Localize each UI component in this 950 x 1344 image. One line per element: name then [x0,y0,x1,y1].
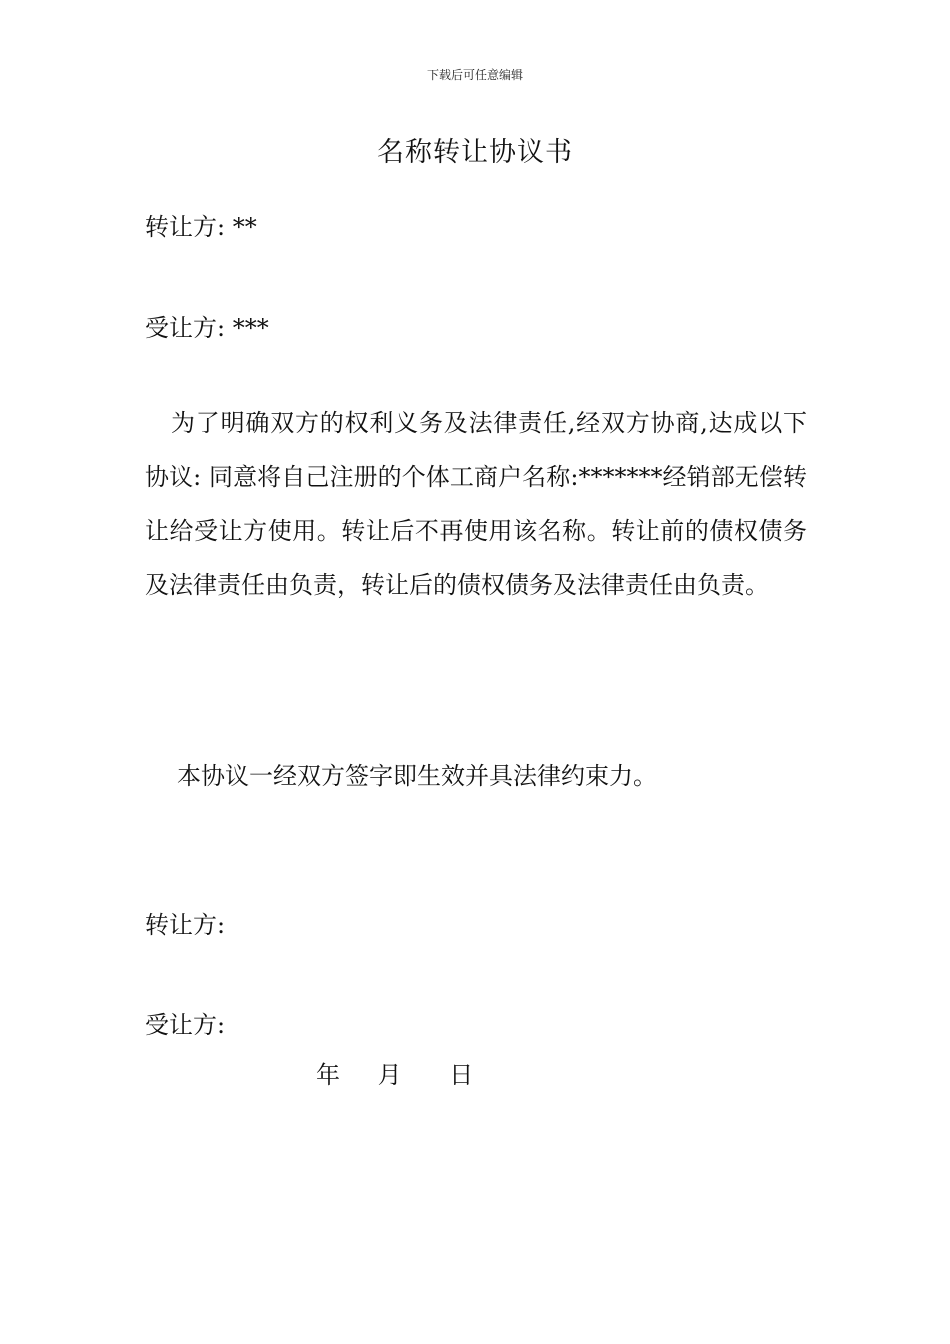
signature-transferee-label: 受让方: [145,1011,226,1039]
date-month-label: 月 [377,1061,402,1089]
date-day-label: 日 [449,1061,474,1089]
header-note: 下载后可任意编辑 [426,68,523,82]
transferor-line: 转让方: ** [145,213,257,241]
effect-clause: 本协议一经双方签字即生效并具法律约束力。 [177,762,657,790]
signature-date-line [316,1055,473,1090]
date-year-label: 年 [316,1061,340,1089]
signature-transferor-label: 转让方: [145,911,226,939]
document-title: 名称转让协议书 [377,137,573,168]
agreement-body-paragraph: 为了明确双方的权利义务及法律责任,经双方协商,达成以下协议: 同意将自己注册的个体工商户名称:*******经销部无偿转让给受让方使用。转让后不再使用该名称。转让前的债权债务及法律责任由负责，转让后的债权债务及法律责任由负责。 [145,409,807,599]
transferee-line: 受让方: *** [145,314,269,342]
